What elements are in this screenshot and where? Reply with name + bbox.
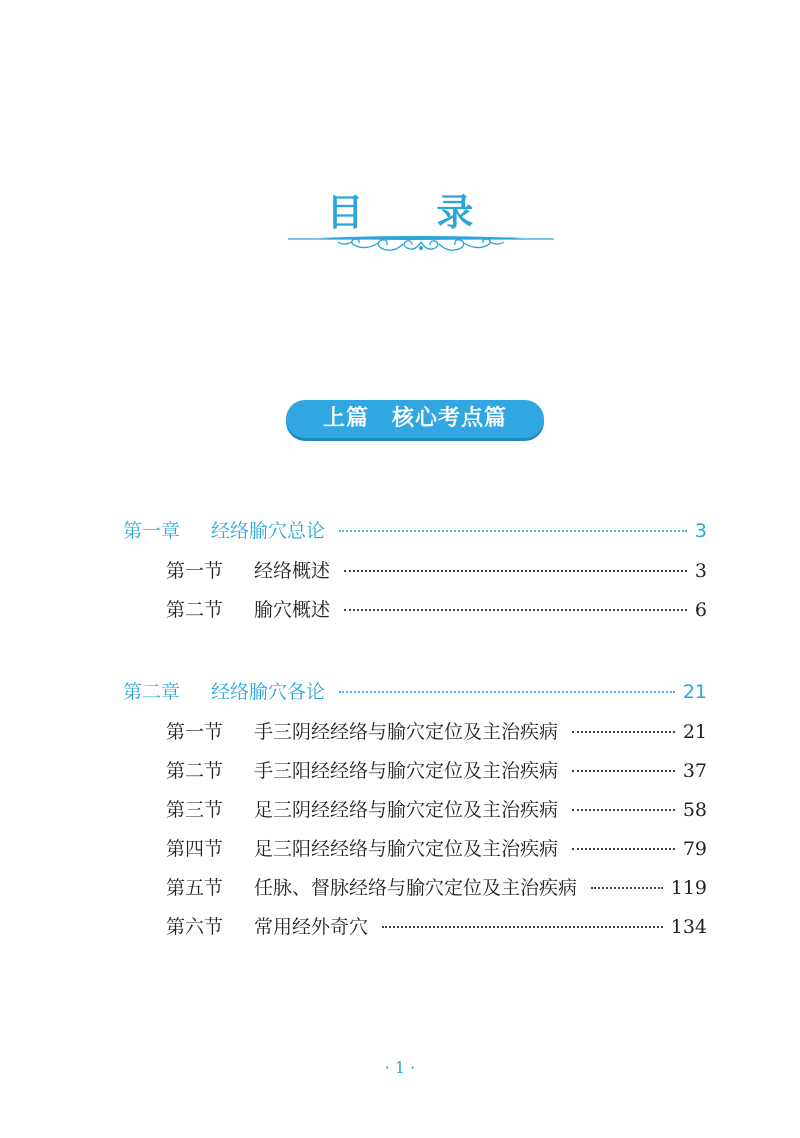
section-title: 足三阴经经络与腧穴定位及主治疾病: [254, 799, 559, 821]
part-heading: 上篇 核心考点篇: [286, 400, 544, 438]
section-page: 37: [682, 760, 707, 782]
dot-leader: [591, 887, 663, 889]
dot-leader: [344, 609, 687, 611]
section-title: 足三阳经经络与腧穴定位及主治疾病: [254, 838, 559, 860]
section-title: 经络概述: [254, 560, 331, 582]
dot-leader: [572, 809, 675, 811]
chapter-number: 第二章: [123, 681, 181, 703]
toc-section[interactable]: [166, 912, 707, 940]
title-ornament: [288, 232, 554, 256]
section-number: 第五节: [166, 877, 224, 899]
page-number: · 1 ·: [384, 1058, 416, 1077]
section-page: 134: [670, 916, 707, 938]
toc-section[interactable]: [166, 717, 707, 745]
section-title: 手三阴经经络与腧穴定位及主治疾病: [254, 721, 559, 743]
dot-leader: [344, 570, 687, 572]
section-page: 21: [682, 721, 707, 743]
toc-section[interactable]: [166, 595, 707, 623]
toc-section[interactable]: [166, 556, 707, 584]
chapter-page: 21: [682, 681, 707, 703]
chapter-page: 3: [694, 520, 707, 542]
section-title: 腧穴概述: [254, 599, 331, 621]
section-title: 手三阳经经络与腧穴定位及主治疾病: [254, 760, 559, 782]
section-page: 6: [694, 599, 707, 621]
dot-leader: [572, 770, 675, 772]
section-number: 第二节: [166, 599, 224, 621]
toc-section[interactable]: [166, 756, 707, 784]
section-number: 第六节: [166, 916, 224, 938]
toc-section[interactable]: [166, 834, 707, 862]
section-page: 58: [682, 799, 707, 821]
section-page: 119: [670, 877, 707, 899]
section-number: 第一节: [166, 721, 224, 743]
dot-leader: [382, 926, 663, 928]
dot-leader: [339, 530, 687, 532]
section-number: 第一节: [166, 560, 224, 582]
chapter-title: 经络腧穴总论: [211, 520, 326, 542]
dot-leader: [339, 691, 675, 693]
page-title: 目 录: [326, 191, 504, 234]
section-title: 任脉、督脉经络与腧穴定位及主治疾病: [254, 877, 578, 899]
section-page: 3: [694, 560, 707, 582]
toc-section[interactable]: [166, 795, 707, 823]
toc-chapter-2[interactable]: [123, 677, 707, 705]
section-number: 第四节: [166, 838, 224, 860]
dot-leader: [572, 731, 675, 733]
toc-section[interactable]: [166, 873, 707, 901]
section-page: 79: [682, 838, 707, 860]
toc-chapter-1[interactable]: [123, 516, 707, 544]
section-title: 常用经外奇穴: [254, 916, 369, 938]
dot-leader: [572, 848, 675, 850]
section-number: 第三节: [166, 799, 224, 821]
section-number: 第二节: [166, 760, 224, 782]
chapter-title: 经络腧穴各论: [211, 681, 326, 703]
chapter-number: 第一章: [123, 520, 181, 542]
